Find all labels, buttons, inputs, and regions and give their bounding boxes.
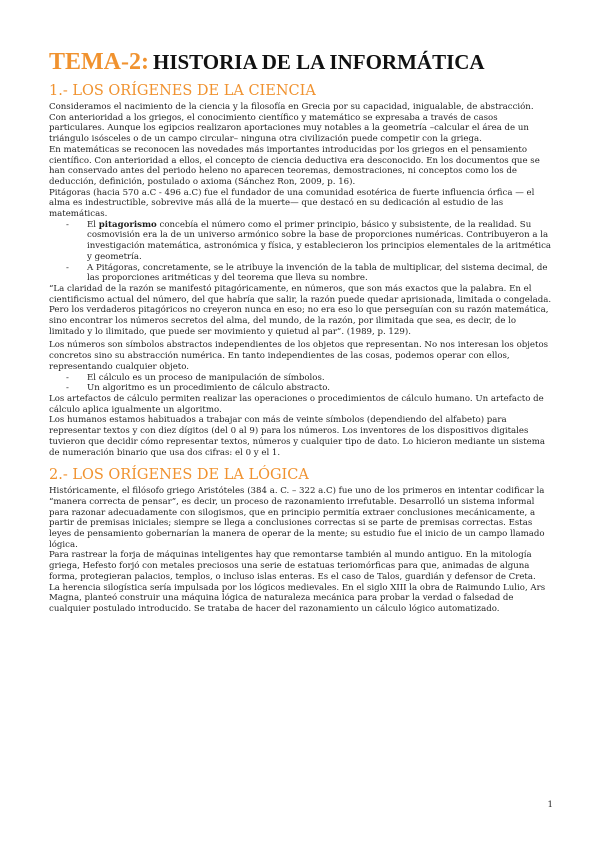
bullet-dash: - [66, 262, 69, 273]
section-1-paragraph-4: Los números son símbolos abstractos independientes de los objetos que representan. No nos interesan los objetos concretos sino su abstracción numérica. En tanto independientes de las cosas, podemos operar con ellos, representando cualquier objeto. [49, 340, 549, 372]
section-1-paragraph-5: Los artefactos de cálculo permiten realizar las operaciones o procedimientos de cálculo humano. Un artefacto de cálculo aplica igualmente un algoritmo. [49, 393, 544, 415]
calculation-list [49, 373, 552, 394]
bullet-dash: - [66, 372, 69, 383]
section-1-paragraph-1: Consideramos el nacimiento de la ciencia y la filosofía en Grecia por su capacidad, inigualable, de abstracción. Con anterioridad a los griegos, el conocimiento científico y matemático se expresaba a través de casos particulares. Aunque los egipcios realizaron aportaciones muy notables a la geometría –calcular el área de un triángulo isósceles o de un campo circular– ninguna otra civilización puede competir con la griega. [49, 102, 534, 145]
list-item: - El cálculo es un proceso de manipulación de símbolos. [66, 372, 325, 383]
section-2-paragraph-1: Históricamente, el filósofo griego Aristóteles (384 a. C. – 322 a.C) fue uno de los primeros en intentar codificar la “manera correcta de pensar”, es decir, un proceso de razonamiento irrefutable. Desarrolló un sistema informal para razonar adecuadamente con silogismos, que en principio permitía extraer conclusiones mecánicamente, a partir de premisas iniciales; siempre se llega a conclusiones correctas si se parte de premisas correctas. Estas leyes de pensamiento gobernarían la manera de operar de la mente; su estudio fue el inicio de un campo llamado lógica. [49, 486, 545, 550]
quote-paragraph: “La claridad de la razón se manifestó pitagóricamente, en números, que son más exactos que la palabra. En el cientificismo actual del número, del que habría que salir, la razón puede quedar aprisionada, limitada o congelada. Pero los verdaderos pitagóricos no creyeron nunca en eso; no era eso lo que perseguían con su razón matemática, sino encontrar los números secretos del alma, del mundo, de la razón, por ilimitada que sea, es decir, de lo limitado y lo ilimitado, que puede ser movimiento y quietud al par”. (1989, p. 129). [49, 283, 552, 337]
section-2-heading: 2.- LOS ORÍGENES DE LA LÓGICA [49, 467, 309, 484]
page-title [49, 42, 552, 74]
page-number: 1 [547, 800, 553, 810]
title-text: HISTORIA DE LA INFORMÁTICA [152, 50, 485, 74]
section-1-heading: 1.- LOS ORÍGENES DE LA CIENCIA [49, 83, 316, 99]
list-item: - Un algoritmo es un procedimiento de cálculo abstracto. [66, 383, 331, 394]
list-item: - El pitagorismo concebía el número como el primer principio, básico y subsistente, de la realidad. Su cosmovisión era la de un universo armónico sobre la base de proporciones numéricas. Contribuyeron a la investigación matemática, astronómica y física, y establecieron los principios elementales de la aritmética y geometría. [66, 219, 552, 262]
bold-term: pitagorismo [98, 219, 157, 230]
section-1-paragraph-6: Los humanos estamos habituados a trabajar con más de veinte símbolos (dependiendo del alfabeto) para representar textos y con diez dígitos (del 0 al 9) para los números. Los inventores de los dispositivos digitales tuvieron que decidir cómo representar textos, números y cualquier tipo de dato. Lo hicieron mediante un sistema de numeración binario que usa dos cifras: el 0 y el 1. [49, 415, 546, 458]
bullet-dash: - [66, 219, 69, 230]
section-2-paragraph-3: La herencia silogística sería impulsada por los lógicos medievales. En el siglo XIII la obra de Raimundo Lulio, Ars Magna, planteó construir una máquina lógica de naturaleza mecánica para probar la verdad o falsedad de cualquier postulado introducido. Se trataba de hacer del razonamiento un cálculo lógico automatizado. [49, 582, 546, 614]
bullet-dash: - [66, 383, 69, 394]
section-1-paragraph-3: Pitágoras (hacia 570 a.C - 496 a.C) fue el fundador de una comunidad esotérica de fuerte influencia órfica — el alma es indestructible, sobrevive más allá de la muerte— que destacó en su dedicación al estudio de las matemáticas. [49, 187, 535, 220]
section-2-paragraph-2: Para rastrear la forja de máquinas inteligentes hay que remontarse también al mundo antiguo. En la mitología griega, Hefesto forjó con metales preciosos una serie de estatuas teriomórficas para que, animadas de alguna forma, protegieran palacios, templos, o incluso islas enteras. Es el caso de Talos, guardián y defensor de Creta. [49, 550, 536, 582]
document-page [49, 42, 552, 615]
pythagoras-list [49, 220, 552, 284]
section-1-paragraph-2: En matemáticas se reconocen las novedades más importantes introducidas por los griegos en el pensamiento científico. Con anterioridad a ellos, el concepto de ciencia deductiva era desconocido. En los documentos que se han conservado antes del periodo heleno no aparecen teoremas, demostraciones, ni conceptos como los de deducción, definición, postulado o axioma (Sánchez Ron, 2009, p. 16). [49, 144, 540, 187]
title-tema: TEMA-2: [49, 49, 149, 75]
list-item: - A Pitágoras, concretamente, se le atribuye la invención de la tabla de multiplicar, del sistema decimal, de las proporciones aritméticas y del teorema que lleva su nombre. [66, 262, 548, 284]
